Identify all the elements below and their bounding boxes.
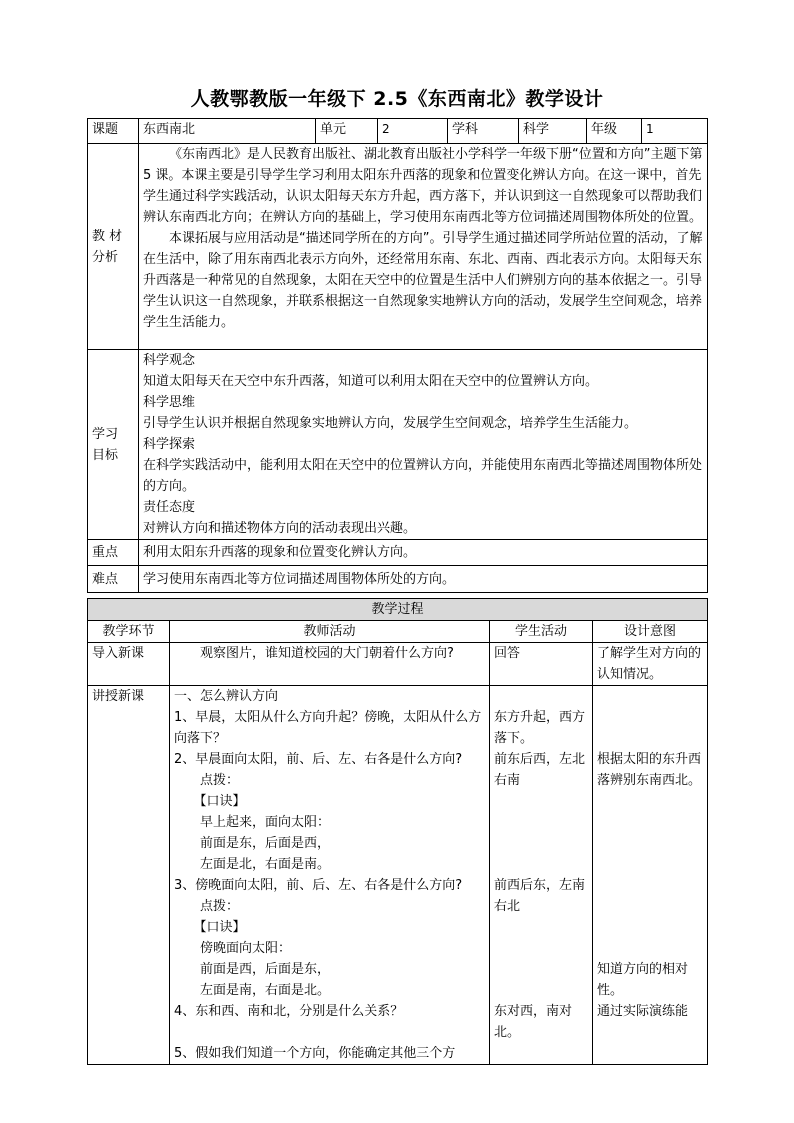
rhyme-2: 【口诀】 xyxy=(193,920,246,935)
process-columns-row xyxy=(88,621,708,643)
purpose-4: 知道方向的相对性。 xyxy=(597,962,689,998)
goal-heading-exploration: 科学探索 xyxy=(143,437,196,452)
goals-content xyxy=(139,350,708,540)
difficulty-row xyxy=(88,566,708,593)
question-2: 2、早晨面向太阳，前、后、左、右各是什么方向? xyxy=(174,752,463,767)
question-3: 3、傍晚面向太阳，前、后、左、右各是什么方向? xyxy=(174,878,463,893)
goals-label xyxy=(88,350,139,540)
intro-row xyxy=(88,643,708,686)
unit-value: 2 xyxy=(378,119,448,144)
overview-table xyxy=(87,118,708,593)
difficulty-text: 学习使用东南西北等方位词描述周围物体所处的方向。 xyxy=(139,566,708,593)
subject-value: 科学 xyxy=(519,119,587,144)
intro-teacher: 观察图片，谁知道校园的大门朝着什么方向? xyxy=(170,643,490,686)
question-4: 4、东和西、南和北，分别是什么关系？ xyxy=(174,1004,404,1019)
key-point-label: 重点 xyxy=(88,540,139,566)
teaching-student xyxy=(490,686,593,1065)
intro-student: 回答 xyxy=(490,643,593,686)
goal-text-thinking: 引导学生认识并根据自然现象实地辨认方向，发展学生空间观念，培养学生生活能力。 xyxy=(143,416,638,431)
purpose-5: 通过实际演练能 xyxy=(597,1004,689,1019)
material-paragraph-2: 本课拓展与应用活动是“描述同学所在的方向”。引导学生通过描述同学所站位置的活动，了解在生活中，除了用东南西北表示方向外，还经常用东南、东北、西南、西北表示方向。太阳每天东升西落是一种常见的自然现象，太阳在天空中的位置是生活中人们辨别方向的基本依据之一。引导学生认识这一自然现象，并联系根据这一自然现象实地辨认方向的活动，发展学生空间观念，培养学生生活能力。 xyxy=(143,231,703,330)
goal-text-exploration: 在科学实践活动中，能利用太阳在天空中的位置辨认方向，并能使用东南西北等描述周围物体所处的方向。 xyxy=(143,458,703,494)
answer-3: 前西后东，左南右北 xyxy=(494,878,586,914)
material-label-text: 教 材 分析 xyxy=(92,228,123,265)
goal-heading-concept: 科学观念 xyxy=(143,353,196,368)
section-heading: 一、怎么辨认方向 xyxy=(174,689,279,704)
material-paragraph-1: 《东南西北》是人民教育出版社、湖北教育出版社小学科学一年级下册“位置和方向”主题下第 5 课。本课主要是引导学生学习利用太阳东升西落的现象和位置变化辨认方向。在这一课中，首先学生通过科学实践活动，认识太阳每天东方升起，西方落下，并认识到这一自然现象可以帮助我们辨认东南西北方向；在辨认方向的基础上，学习使用东南西北等方位词描述周围物体所处的位置。 xyxy=(143,147,703,225)
hint-2: 点拨： xyxy=(200,899,240,914)
header-row xyxy=(88,119,708,144)
col-teacher: 教师活动 xyxy=(170,621,490,643)
topic-value: 东西南北 xyxy=(139,119,316,144)
rhyme-2-line-b: 前面是西，后面是东， xyxy=(200,962,331,977)
rhyme-1-line-b: 前面是东，后面是西， xyxy=(200,836,331,851)
unit-label: 单元 xyxy=(316,119,378,144)
goal-text-attitude: 对辨认方向和描述物体方向的活动表现出兴趣。 xyxy=(143,521,417,536)
material-content xyxy=(139,144,708,350)
goal-heading-attitude: 责任态度 xyxy=(143,500,196,515)
answer-2: 前东后西，左北右南 xyxy=(494,752,586,788)
grade-value: 1 xyxy=(642,119,708,144)
teaching-purpose xyxy=(593,686,708,1065)
teaching-row xyxy=(88,686,708,1065)
question-1: 1、早晨，太阳从什么方向升起？傍晚，太阳从什么方向落下？ xyxy=(174,710,482,746)
rhyme-1-line-a: 早上起来，面向太阳： xyxy=(200,815,331,830)
answer-1: 东方升起，西方落下。 xyxy=(494,710,586,746)
rhyme-1: 【口诀】 xyxy=(193,794,246,809)
answer-4: 东对西，南对北。 xyxy=(494,1004,573,1040)
material-label xyxy=(88,144,139,350)
goal-heading-thinking: 科学思维 xyxy=(143,395,196,410)
col-stage: 教学环节 xyxy=(88,621,170,643)
goal-text-concept: 知道太阳每天在天空中东升西落，知道可以利用太阳在天空中的位置辨认方向。 xyxy=(143,374,599,389)
rhyme-2-line-a: 傍晚面向太阳： xyxy=(200,941,292,956)
purpose-2: 根据太阳的东升西落辨别东南西北。 xyxy=(597,752,702,788)
goals-row xyxy=(88,350,708,540)
question-5: 5、假如我们知道一个方向，你能确定其他三个方 xyxy=(174,1046,456,1061)
teaching-stage: 讲授新课 xyxy=(88,686,170,1065)
col-purpose: 设计意图 xyxy=(593,621,708,643)
process-table xyxy=(87,598,708,1065)
hint-1: 点拨： xyxy=(200,773,240,788)
intro-purpose: 了解学生对方向的认知情况。 xyxy=(593,643,708,686)
process-header: 教学过程 xyxy=(88,599,708,621)
process-header-row xyxy=(88,599,708,621)
document-title: 人教鄂教版一年级下 2.5《东西南北》教学设计 xyxy=(190,88,604,110)
topic-label: 课题 xyxy=(88,119,139,144)
key-point-text: 利用太阳东升西落的现象和位置变化辨认方向。 xyxy=(139,540,708,566)
subject-label: 学科 xyxy=(448,119,519,144)
col-student: 学生活动 xyxy=(490,621,593,643)
grade-label: 年级 xyxy=(587,119,642,144)
key-point-row xyxy=(88,540,708,566)
material-row xyxy=(88,144,708,350)
rhyme-1-line-c: 左面是北，右面是南。 xyxy=(200,857,331,872)
rhyme-2-line-c: 左面是南，右面是北。 xyxy=(200,983,331,998)
goals-label-text: 学习 目标 xyxy=(92,426,119,463)
intro-stage: 导入新课 xyxy=(88,643,170,686)
difficulty-label: 难点 xyxy=(88,566,139,593)
teaching-teacher xyxy=(170,686,490,1065)
